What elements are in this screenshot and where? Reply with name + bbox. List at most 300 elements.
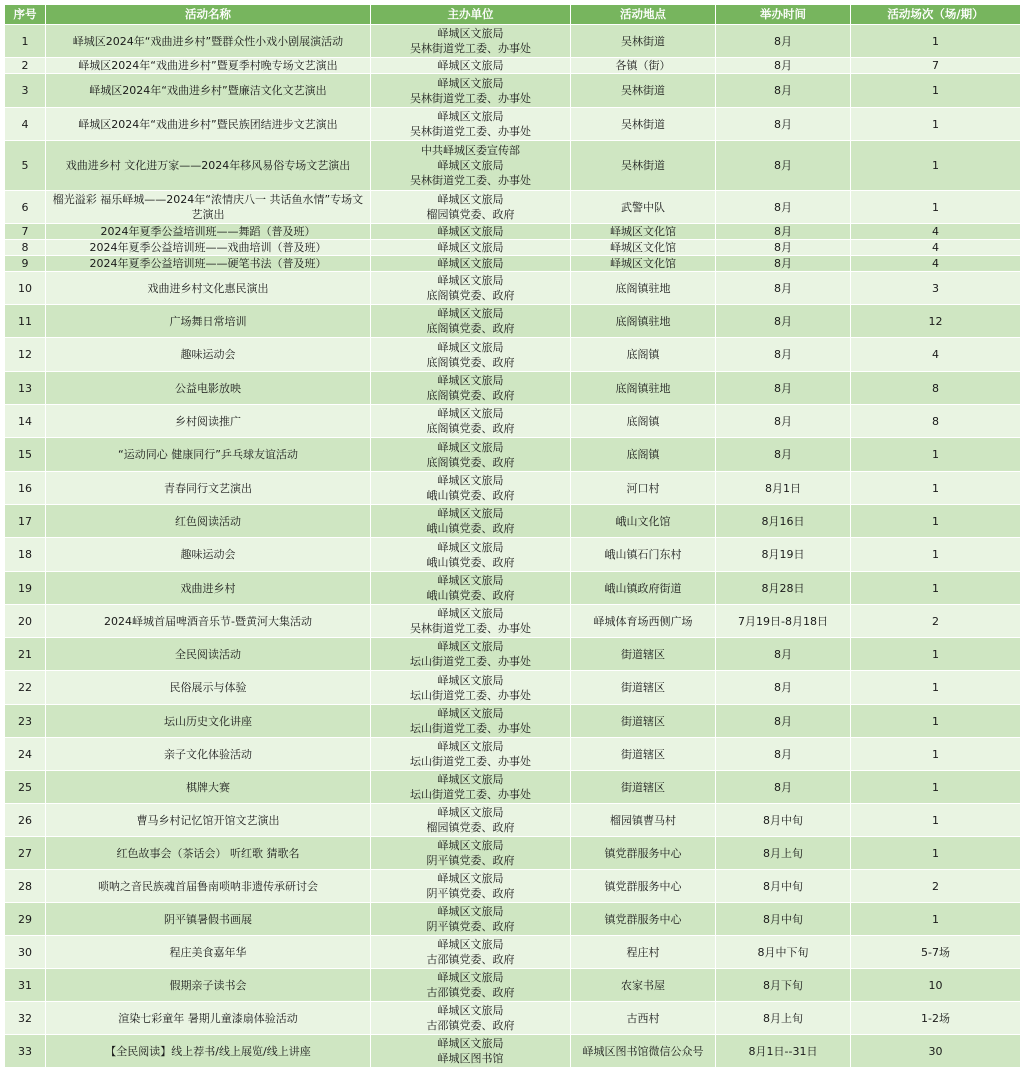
cell-place: 底阁镇 [571, 405, 716, 438]
org-line: 峄城区文旅局 [437, 905, 504, 918]
org-line: 底阁镇党委、政府 [426, 322, 515, 335]
cell-count: 1 [851, 108, 1021, 141]
org-line: 峄城区文旅局 [437, 971, 504, 984]
cell-no: 9 [5, 256, 46, 272]
org-line: 峄城区文旅局 [437, 307, 504, 320]
org-line: 峄城区文旅局 [437, 225, 504, 238]
cell-name: 广场舞日常培训 [46, 305, 371, 338]
cell-place: 河口村 [571, 472, 716, 505]
cell-place: 峄城区文化馆 [571, 256, 716, 272]
cell-place: 峄城区文化馆 [571, 224, 716, 240]
cell-count: 10 [851, 969, 1021, 1002]
table-row [5, 505, 1021, 538]
cell-no: 29 [5, 903, 46, 936]
cell-place: 峄城体育场西侧广场 [571, 605, 716, 638]
org-line: 底阁镇党委、政府 [426, 289, 515, 302]
cell-name: 民俗展示与体验 [46, 671, 371, 705]
table-row [5, 338, 1021, 372]
cell-name: 趣味运动会 [46, 338, 371, 372]
cell-time: 8月下旬 [716, 969, 851, 1002]
org-line: 峄城区文旅局 [437, 1037, 504, 1050]
org-line: 峄城区文旅局 [437, 607, 504, 620]
table-row [5, 141, 1021, 191]
cell-name: 峄城区2024年“戏曲进乡村”暨群众性小戏小剧展演活动 [46, 25, 371, 58]
cell-no: 26 [5, 804, 46, 837]
cell-name: 戏曲进乡村 文化进万家——2024年移风易俗专场文艺演出 [46, 141, 371, 191]
cell-time: 8月中旬 [716, 903, 851, 936]
org-line: 峄城区文旅局 [437, 340, 504, 354]
cell-no: 13 [5, 372, 46, 405]
table-row [5, 1035, 1021, 1068]
org-line: 峄城区文旅局 [437, 27, 504, 40]
table-row [5, 472, 1021, 505]
cell-count: 4 [851, 224, 1021, 240]
cell-count: 1 [851, 538, 1021, 572]
cell-name: 红色故事会（茶话会） 听红歌 猜歌名 [46, 837, 371, 870]
org-line: 阴平镇党委、政府 [426, 887, 515, 900]
table-row [5, 605, 1021, 638]
cell-no: 27 [5, 837, 46, 870]
cell-org [371, 272, 571, 305]
org-line: 峨山镇党委、政府 [426, 555, 515, 569]
cell-name: 2024年夏季公益培训班——硬笔书法（普及班） [46, 256, 371, 272]
org-line: 峄城区图书馆 [437, 1052, 504, 1065]
cell-place: 底阁镇 [571, 438, 716, 472]
cell-name: 戏曲进乡村文化惠民演出 [46, 272, 371, 305]
table-row [5, 272, 1021, 305]
cell-org [371, 671, 571, 705]
org-line: 峨山镇党委、政府 [426, 522, 515, 535]
cell-count: 1 [851, 903, 1021, 936]
cell-org [371, 25, 571, 58]
cell-org [371, 705, 571, 738]
cell-org [371, 240, 571, 256]
cell-count: 1 [851, 191, 1021, 224]
org-line: 峄城区文旅局 [437, 474, 504, 487]
cell-place: 底阁镇驻地 [571, 272, 716, 305]
table-row [5, 638, 1021, 671]
cell-place: 底阁镇驻地 [571, 305, 716, 338]
table-row [5, 804, 1021, 837]
cell-place: 吴林街道 [571, 141, 716, 191]
cell-no: 1 [5, 25, 46, 58]
cell-time: 8月19日 [716, 538, 851, 572]
activity-table [4, 4, 1021, 1068]
cell-count: 5-7场 [851, 936, 1021, 969]
cell-time: 8月 [716, 671, 851, 705]
cell-no: 24 [5, 738, 46, 771]
cell-time: 8月 [716, 256, 851, 272]
table-row [5, 936, 1021, 969]
cell-no: 3 [5, 74, 46, 108]
org-line: 古邵镇党委、政府 [426, 986, 515, 999]
table-row [5, 870, 1021, 903]
cell-org [371, 108, 571, 141]
cell-org [371, 338, 571, 372]
cell-no: 4 [5, 108, 46, 141]
cell-count: 1-2场 [851, 1002, 1021, 1035]
cell-count: 1 [851, 705, 1021, 738]
org-line: 峄城区文旅局 [437, 110, 504, 123]
cell-no: 28 [5, 870, 46, 903]
cell-org [371, 405, 571, 438]
cell-place: 街道辖区 [571, 705, 716, 738]
cell-no: 18 [5, 538, 46, 572]
cell-name: 榴光溢彩 福乐峄城——2024年“浓情庆八一 共话鱼水情”专场文艺演出 [46, 191, 371, 224]
table-row [5, 25, 1021, 58]
cell-place: 街道辖区 [571, 771, 716, 804]
cell-place: 峄城区图书馆微信公众号 [571, 1035, 716, 1068]
org-line: 底阁镇党委、政府 [426, 422, 515, 435]
cell-org [371, 472, 571, 505]
org-line: 坛山街道党工委、办事处 [410, 755, 531, 768]
cell-name: 坛山历史文化讲座 [46, 705, 371, 738]
cell-place: 峨山镇石门东村 [571, 538, 716, 572]
cell-name: 峄城区2024年“戏曲进乡村”暨廉洁文化文艺演出 [46, 74, 371, 108]
table-row [5, 705, 1021, 738]
table-row [5, 1002, 1021, 1035]
cell-no: 15 [5, 438, 46, 472]
org-line: 阴平镇党委、政府 [426, 920, 515, 933]
org-line: 底阁镇党委、政府 [426, 389, 515, 402]
org-line: 吴林街道党工委、办事处 [410, 125, 531, 138]
cell-org [371, 1002, 571, 1035]
cell-org [371, 191, 571, 224]
table-row [5, 256, 1021, 272]
cell-name: 假期亲子读书会 [46, 969, 371, 1002]
org-line: 峄城区文旅局 [437, 257, 504, 270]
cell-no: 14 [5, 405, 46, 438]
cell-count: 8 [851, 405, 1021, 438]
cell-time: 8月上旬 [716, 1002, 851, 1035]
cell-count: 1 [851, 74, 1021, 108]
table-row [5, 191, 1021, 224]
cell-place: 峄城区文化馆 [571, 240, 716, 256]
org-line: 底阁镇党委、政府 [426, 455, 515, 469]
table-row [5, 108, 1021, 141]
cell-place: 镇党群服务中心 [571, 903, 716, 936]
cell-name: 程庄美食嘉年华 [46, 936, 371, 969]
table-row [5, 372, 1021, 405]
cell-place: 街道辖区 [571, 638, 716, 671]
cell-org [371, 438, 571, 472]
cell-time: 8月1日 [716, 472, 851, 505]
org-line: 峄城区文旅局 [437, 241, 504, 254]
table-row [5, 438, 1021, 472]
cell-org [371, 804, 571, 837]
org-line: 峄城区文旅局 [437, 159, 504, 172]
org-line: 峄城区文旅局 [437, 440, 504, 454]
cell-place: 武警中队 [571, 191, 716, 224]
cell-name: 曹马乡村记忆馆开馆文艺演出 [46, 804, 371, 837]
org-line: 峄城区文旅局 [437, 673, 504, 687]
cell-org [371, 224, 571, 240]
table-row [5, 305, 1021, 338]
cell-org [371, 505, 571, 538]
org-line: 坛山街道党工委、办事处 [410, 788, 531, 801]
cell-name: 全民阅读活动 [46, 638, 371, 671]
table-row [5, 738, 1021, 771]
org-line: 峄城区文旅局 [437, 193, 504, 206]
cell-org [371, 738, 571, 771]
cell-place: 农家书屋 [571, 969, 716, 1002]
cell-name: 棋牌大赛 [46, 771, 371, 804]
cell-name: 红色阅读活动 [46, 505, 371, 538]
org-line: 榴园镇党委、政府 [426, 821, 515, 834]
cell-count: 8 [851, 372, 1021, 405]
cell-count: 3 [851, 272, 1021, 305]
cell-count: 1 [851, 638, 1021, 671]
table-row [5, 969, 1021, 1002]
cell-count: 2 [851, 870, 1021, 903]
cell-count: 1 [851, 472, 1021, 505]
cell-name: 亲子文化体验活动 [46, 738, 371, 771]
cell-place: 吴林街道 [571, 25, 716, 58]
org-line: 峨山镇党委、政府 [426, 589, 515, 602]
cell-no: 30 [5, 936, 46, 969]
table-row [5, 405, 1021, 438]
table-row [5, 903, 1021, 936]
cell-time: 7月19日-8月18日 [716, 605, 851, 638]
header-place: 活动地点 [571, 5, 716, 25]
cell-org [371, 936, 571, 969]
cell-org [371, 870, 571, 903]
cell-place: 峨山镇政府街道 [571, 572, 716, 605]
org-line: 峄城区文旅局 [437, 872, 504, 885]
cell-name: 青春同行文艺演出 [46, 472, 371, 505]
cell-name: 【全民阅读】线上荐书/线上展览/线上讲座 [46, 1035, 371, 1068]
cell-time: 8月 [716, 705, 851, 738]
table-row [5, 771, 1021, 804]
cell-no: 31 [5, 969, 46, 1002]
cell-name: 乡村阅读推广 [46, 405, 371, 438]
cell-time: 8月 [716, 738, 851, 771]
cell-org [371, 305, 571, 338]
cell-count: 2 [851, 605, 1021, 638]
org-line: 吴林街道党工委、办事处 [410, 42, 531, 55]
table-row [5, 74, 1021, 108]
org-line: 峄城区文旅局 [437, 59, 504, 72]
cell-org [371, 969, 571, 1002]
cell-time: 8月 [716, 108, 851, 141]
cell-name: 渲染七彩童年 暑期儿童漆扇体验活动 [46, 1002, 371, 1035]
cell-no: 7 [5, 224, 46, 240]
cell-count: 1 [851, 505, 1021, 538]
cell-org [371, 538, 571, 572]
table-header-row [5, 5, 1021, 25]
org-line: 底阁镇党委、政府 [426, 355, 515, 369]
cell-time: 8月中下旬 [716, 936, 851, 969]
cell-count: 4 [851, 240, 1021, 256]
table-row [5, 837, 1021, 870]
cell-no: 25 [5, 771, 46, 804]
org-line: 峄城区文旅局 [437, 507, 504, 520]
org-line: 峄城区文旅局 [437, 707, 504, 720]
org-line: 峄城区文旅局 [437, 76, 504, 90]
cell-no: 16 [5, 472, 46, 505]
cell-no: 2 [5, 58, 46, 74]
header-org: 主办单位 [371, 5, 571, 25]
cell-org [371, 58, 571, 74]
cell-time: 8月 [716, 638, 851, 671]
cell-place: 各镇（街） [571, 58, 716, 74]
cell-org [371, 605, 571, 638]
cell-name: 2024年夏季公益培训班——戏曲培训（普及班） [46, 240, 371, 256]
table-row [5, 538, 1021, 572]
org-line: 坛山街道党工委、办事处 [410, 722, 531, 735]
cell-place: 吴林街道 [571, 108, 716, 141]
cell-place: 镇党群服务中心 [571, 870, 716, 903]
cell-org [371, 638, 571, 671]
cell-name: 峄城区2024年“戏曲进乡村”暨民族团结进步文艺演出 [46, 108, 371, 141]
table-row [5, 224, 1021, 240]
cell-count: 4 [851, 256, 1021, 272]
cell-count: 4 [851, 338, 1021, 372]
org-line: 峄城区文旅局 [437, 574, 504, 587]
org-line: 吴林街道党工委、办事处 [410, 91, 531, 105]
table-row [5, 572, 1021, 605]
header-count: 活动场次（场/期） [851, 5, 1021, 25]
cell-place: 镇党群服务中心 [571, 837, 716, 870]
cell-time: 8月 [716, 338, 851, 372]
cell-time: 8月 [716, 58, 851, 74]
cell-name: 2024年夏季公益培训班——舞蹈（普及班） [46, 224, 371, 240]
cell-count: 7 [851, 58, 1021, 74]
header-no: 序号 [5, 5, 46, 25]
org-line: 峄城区文旅局 [437, 806, 504, 819]
cell-no: 19 [5, 572, 46, 605]
cell-org [371, 903, 571, 936]
org-line: 峄城区文旅局 [437, 839, 504, 852]
cell-time: 8月 [716, 771, 851, 804]
cell-place: 底阁镇 [571, 338, 716, 372]
cell-time: 8月中旬 [716, 870, 851, 903]
cell-count: 1 [851, 671, 1021, 705]
cell-name: “运动同心 健康同行”乒乓球友谊活动 [46, 438, 371, 472]
cell-no: 5 [5, 141, 46, 191]
cell-count: 1 [851, 25, 1021, 58]
org-line: 吴林街道党工委、办事处 [410, 174, 531, 187]
org-line: 坛山街道党工委、办事处 [410, 688, 531, 702]
cell-no: 32 [5, 1002, 46, 1035]
cell-name: 2024峄城首届啤酒音乐节-暨黄河大集活动 [46, 605, 371, 638]
org-line: 坛山街道党工委、办事处 [410, 655, 531, 668]
cell-place: 程庄村 [571, 936, 716, 969]
activity-table-container [4, 4, 1020, 1068]
cell-time: 8月 [716, 25, 851, 58]
cell-count: 12 [851, 305, 1021, 338]
cell-place: 峨山文化馆 [571, 505, 716, 538]
cell-no: 11 [5, 305, 46, 338]
cell-place: 街道辖区 [571, 738, 716, 771]
cell-no: 21 [5, 638, 46, 671]
cell-time: 8月 [716, 191, 851, 224]
cell-org [371, 572, 571, 605]
org-line: 峄城区文旅局 [437, 740, 504, 753]
org-line: 峄城区文旅局 [437, 1004, 504, 1017]
org-line: 中共峄城区委宣传部 [421, 144, 520, 157]
org-line: 峄城区文旅局 [437, 407, 504, 420]
cell-time: 8月中旬 [716, 804, 851, 837]
cell-place: 吴林街道 [571, 74, 716, 108]
cell-name: 唢呐之音民族魂首届鲁南唢呐非遗传承研讨会 [46, 870, 371, 903]
cell-org [371, 771, 571, 804]
cell-no: 22 [5, 671, 46, 705]
cell-name: 戏曲进乡村 [46, 572, 371, 605]
org-line: 峄城区文旅局 [437, 540, 504, 554]
cell-count: 1 [851, 771, 1021, 804]
org-line: 峄城区文旅局 [437, 274, 504, 287]
cell-time: 8月 [716, 305, 851, 338]
cell-name: 公益电影放映 [46, 372, 371, 405]
cell-place: 底阁镇驻地 [571, 372, 716, 405]
cell-count: 1 [851, 438, 1021, 472]
cell-time: 8月 [716, 405, 851, 438]
cell-name: 阴平镇暑假书画展 [46, 903, 371, 936]
cell-count: 1 [851, 141, 1021, 191]
cell-time: 8月 [716, 141, 851, 191]
org-line: 峄城区文旅局 [437, 640, 504, 653]
cell-count: 1 [851, 572, 1021, 605]
org-line: 古邵镇党委、政府 [426, 1019, 515, 1032]
cell-no: 12 [5, 338, 46, 372]
table-row [5, 58, 1021, 74]
table-body [5, 25, 1021, 1068]
cell-time: 8月 [716, 372, 851, 405]
cell-time: 8月 [716, 438, 851, 472]
cell-place: 街道辖区 [571, 671, 716, 705]
cell-org [371, 1035, 571, 1068]
header-time: 举办时间 [716, 5, 851, 25]
cell-org [371, 256, 571, 272]
cell-time: 8月 [716, 240, 851, 256]
cell-count: 30 [851, 1035, 1021, 1068]
org-line: 峄城区文旅局 [437, 773, 504, 786]
cell-place: 古西村 [571, 1002, 716, 1035]
table-row [5, 671, 1021, 705]
cell-time: 8月28日 [716, 572, 851, 605]
cell-time: 8月 [716, 74, 851, 108]
cell-no: 8 [5, 240, 46, 256]
cell-time: 8月16日 [716, 505, 851, 538]
org-line: 峨山镇党委、政府 [426, 489, 515, 502]
cell-no: 10 [5, 272, 46, 305]
cell-place: 榴园镇曹马村 [571, 804, 716, 837]
cell-time: 8月 [716, 224, 851, 240]
cell-org [371, 372, 571, 405]
cell-no: 6 [5, 191, 46, 224]
org-line: 峄城区文旅局 [437, 938, 504, 951]
cell-org [371, 837, 571, 870]
cell-count: 1 [851, 837, 1021, 870]
cell-no: 33 [5, 1035, 46, 1068]
cell-no: 17 [5, 505, 46, 538]
cell-name: 趣味运动会 [46, 538, 371, 572]
org-line: 阴平镇党委、政府 [426, 854, 515, 867]
cell-no: 20 [5, 605, 46, 638]
header-name: 活动名称 [46, 5, 371, 25]
org-line: 古邵镇党委、政府 [426, 953, 515, 966]
org-line: 吴林街道党工委、办事处 [410, 622, 531, 635]
cell-count: 1 [851, 804, 1021, 837]
org-line: 峄城区文旅局 [437, 374, 504, 387]
cell-org [371, 141, 571, 191]
cell-name: 峄城区2024年“戏曲进乡村”暨夏季村晚专场文艺演出 [46, 58, 371, 74]
cell-time: 8月 [716, 272, 851, 305]
cell-org [371, 74, 571, 108]
cell-no: 23 [5, 705, 46, 738]
cell-time: 8月1日--31日 [716, 1035, 851, 1068]
